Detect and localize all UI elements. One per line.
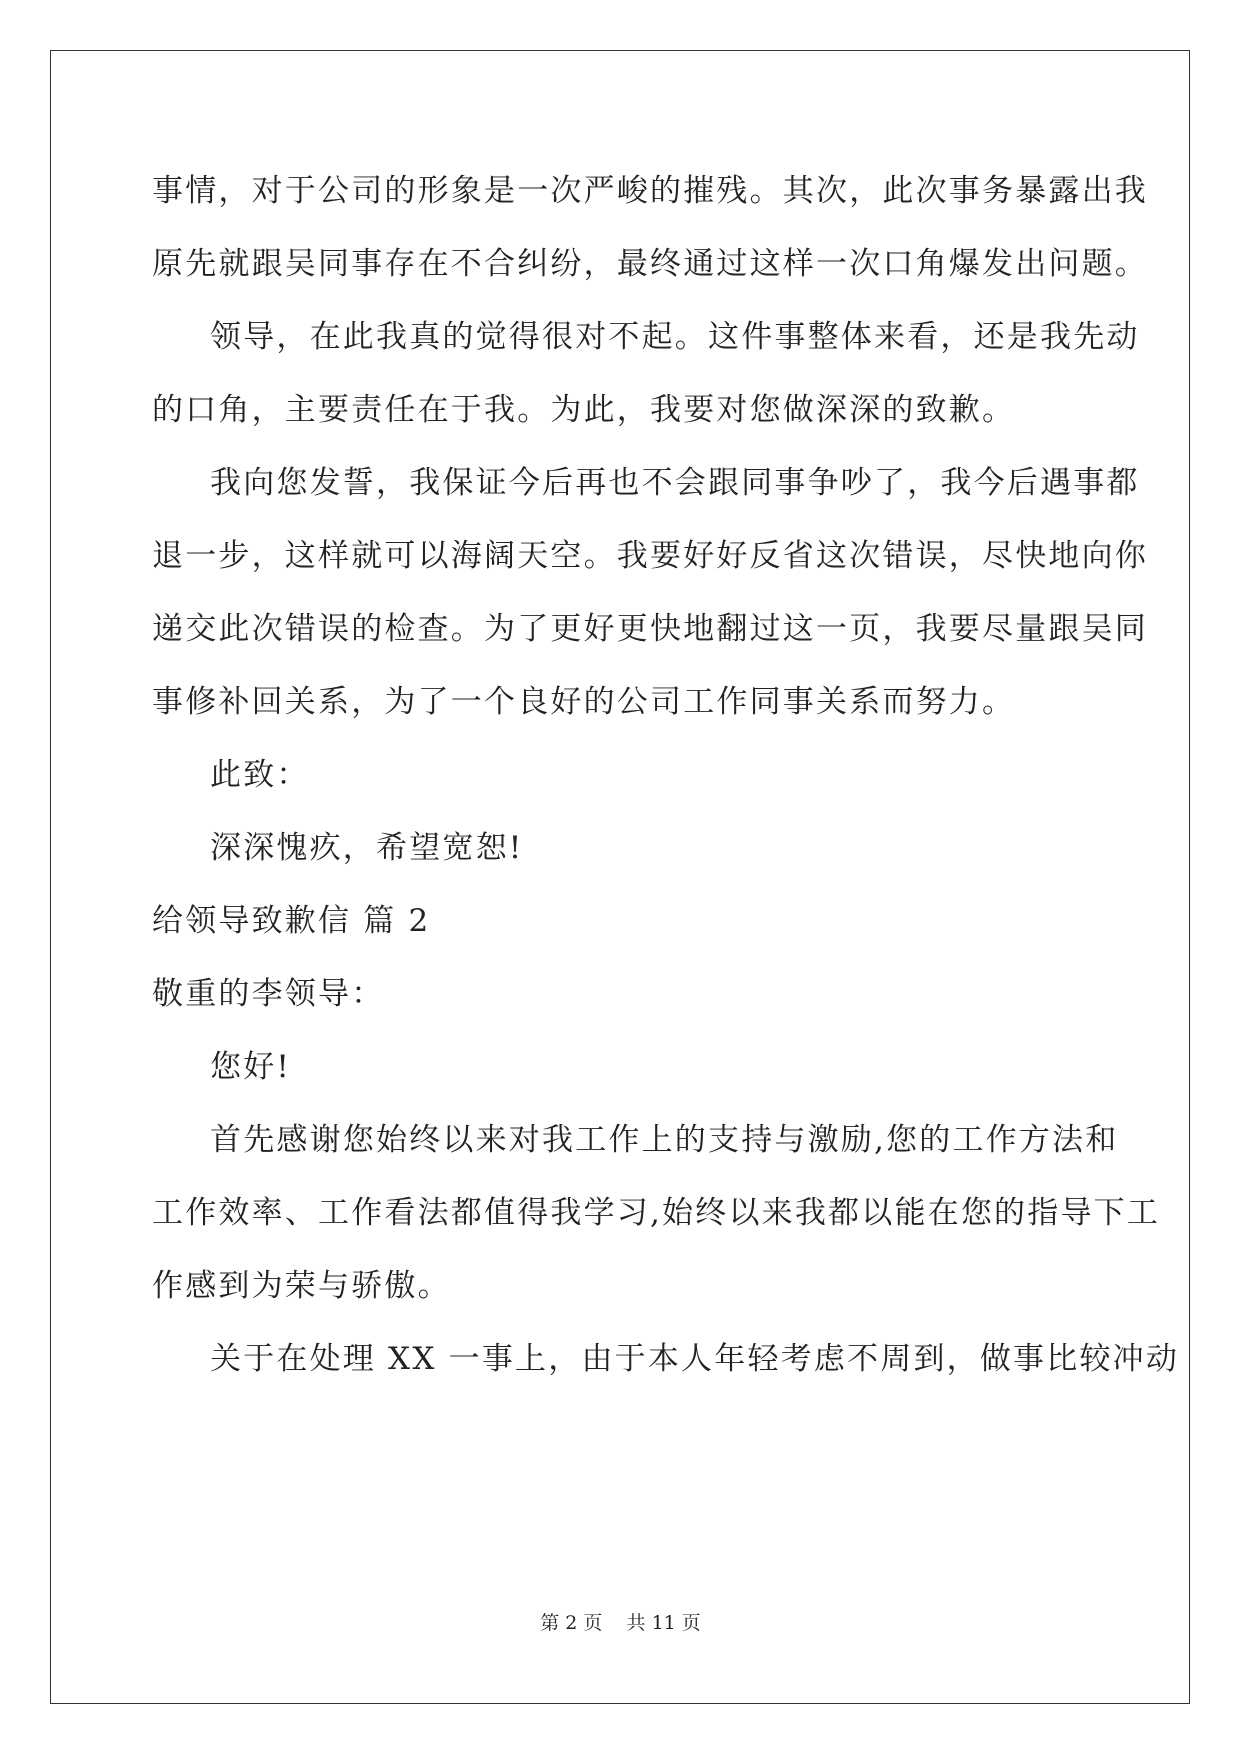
text-line: 作感到为荣与骄傲。 — [152, 1268, 451, 1304]
text-line: 原先就跟吴同事存在不合纠纷，最终通过这样一次口角爆发出问题。 — [152, 246, 1148, 282]
text-line: 我向您发誓，我保证今后再也不会跟同事争吵了，我今后遇事都 — [210, 465, 1140, 501]
text-line: 的口角，主要责任在于我。为此，我要对您做深深的致歉。 — [152, 392, 1016, 428]
section-heading: 给领导致歉信 篇 2 — [152, 903, 431, 939]
text-line: 递交此次错误的检查。为了更好更快地翻过这一页，我要尽量跟吴同 — [152, 611, 1148, 647]
text-line: 领导，在此我真的觉得很对不起。这件事整体来看，还是我先动 — [210, 319, 1140, 355]
text-line: 首先感谢您始终以来对我工作上的支持与激励,您的工作方法和 — [210, 1122, 1119, 1158]
salutation: 敬重的李领导： — [152, 976, 385, 1012]
text-line: 事情，对于公司的形象是一次严峻的摧残。其次，此次事务暴露出我 — [152, 173, 1148, 209]
page-number: 第 2 页 共 11 页 — [540, 1612, 701, 1634]
text-line: 此致： — [210, 757, 310, 793]
text-line: 深深愧疚，希望宽恕! — [210, 830, 524, 866]
text-line: 事修补回关系，为了一个良好的公司工作同事关系而努力。 — [152, 684, 1016, 720]
text-line: 退一步，这样就可以海阔天空。我要好好反省这次错误，尽快地向你 — [152, 538, 1148, 574]
text-line: 工作效率、工作看法都值得我学习,始终以来我都以能在您的指导下工 — [152, 1195, 1161, 1231]
page-border — [50, 50, 1190, 1704]
text-line: 关于在处理 XX 一事上，由于本人年轻考虑不周到，做事比较冲动 — [210, 1341, 1180, 1377]
greeting: 您好! — [210, 1049, 292, 1085]
